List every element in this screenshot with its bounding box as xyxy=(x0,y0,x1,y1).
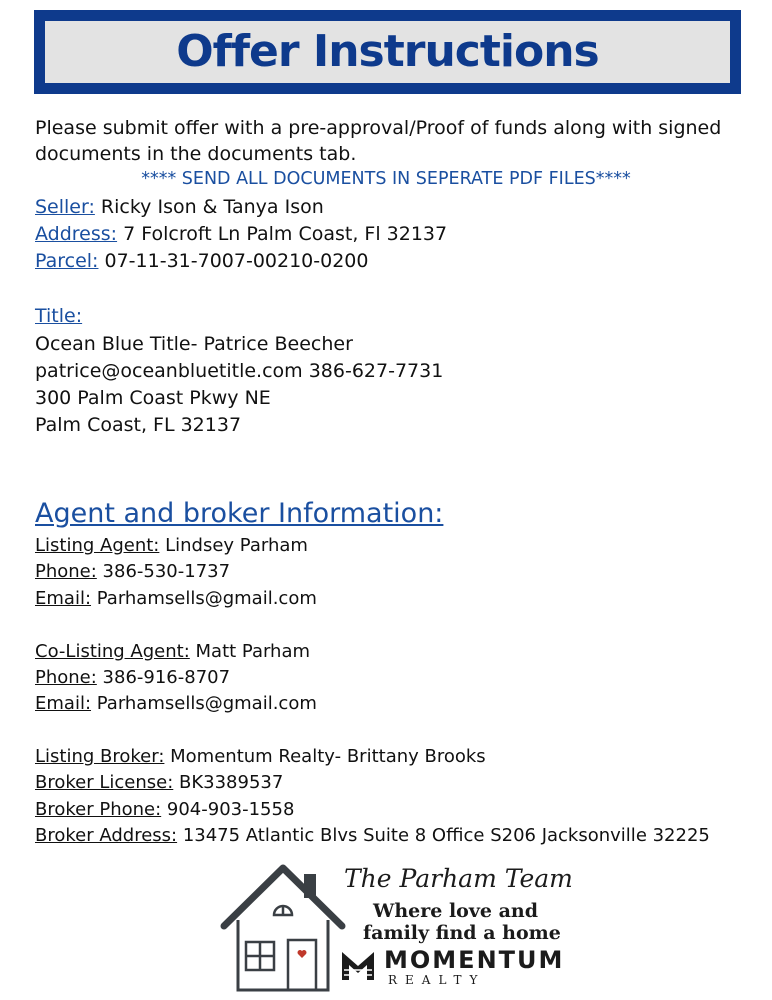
phone-row-1 xyxy=(35,559,230,585)
title-banner xyxy=(34,10,741,94)
phone-label-2: Phone: xyxy=(35,667,97,688)
agent-section-heading: Agent and broker Information: xyxy=(35,498,444,529)
email-value-1: Parhamsells@gmail.com xyxy=(91,588,317,609)
title-company-city: Palm Coast, FL 32137 xyxy=(35,414,242,436)
page-title: Offer Instructions xyxy=(176,26,599,77)
broker-value: Momentum Realty- Brittany Brooks xyxy=(164,746,486,767)
seller-value: Ricky Ison & Tanya Ison xyxy=(94,196,324,218)
broker-row xyxy=(35,744,486,770)
pdf-notice: **** SEND ALL DOCUMENTS IN SEPERATE PDF FILES**** xyxy=(141,169,631,189)
parham-team-logo xyxy=(218,862,573,994)
broker-phone-row xyxy=(35,797,294,823)
email-row-1 xyxy=(35,586,317,612)
listing-agent-label: Listing Agent: xyxy=(35,535,160,556)
phone-row-2 xyxy=(35,665,230,691)
listing-agent-row xyxy=(35,533,308,559)
broker-address-row xyxy=(35,823,710,849)
email-label-2: Email: xyxy=(35,693,92,714)
title-company-street: 300 Palm Coast Pkwy NE xyxy=(35,387,271,409)
parcel-row xyxy=(35,248,368,274)
phone-value-2: 386-916-8707 xyxy=(96,667,231,688)
address-label: Address: xyxy=(35,223,118,245)
broker-phone-label: Broker Phone: xyxy=(35,799,162,820)
email-label-1: Email: xyxy=(35,588,92,609)
intro-line-2: documents in the documents tab. xyxy=(35,143,357,165)
house-icon xyxy=(218,862,348,994)
email-value-2: Parhamsells@gmail.com xyxy=(91,693,317,714)
brand-name: MOMENTUM xyxy=(384,946,565,974)
parcel-label: Parcel: xyxy=(35,250,99,272)
brand-subtitle: REALTY xyxy=(388,973,486,987)
phone-value-1: 386-530-1737 xyxy=(96,561,231,582)
broker-phone-value: 904-903-1558 xyxy=(161,799,295,820)
address-row xyxy=(35,221,447,247)
title-company-name: Ocean Blue Title- Patrice Beecher xyxy=(35,333,353,355)
email-row-2 xyxy=(35,691,317,717)
license-label: Broker License: xyxy=(35,772,174,793)
seller-label: Seller: xyxy=(35,196,95,218)
phone-label-1: Phone: xyxy=(35,561,97,582)
broker-address-value: 13475 Atlantic Blvs Suite 8 Office S206 Jacksonville 32225 xyxy=(177,825,710,846)
broker-address-label: Broker Address: xyxy=(35,825,178,846)
tagline-line-2: family find a home xyxy=(363,922,561,944)
team-name: The Parham Team xyxy=(344,864,573,893)
title-label xyxy=(35,303,82,329)
tagline-line-1: Where love and xyxy=(373,900,538,922)
parcel-value: 07-11-31-7007-00210-0200 xyxy=(98,250,369,272)
co-agent-label: Co-Listing Agent: xyxy=(35,641,190,662)
co-agent-value: Matt Parham xyxy=(189,641,311,662)
intro-line-1: Please submit offer with a pre-approval/Proof of funds along with signed xyxy=(35,117,722,139)
address-value: 7 Folcroft Ln Palm Coast, Fl 32137 xyxy=(117,223,448,245)
title-company-contact: patrice@oceanbluetitle.com 386-627-7731 xyxy=(35,360,444,382)
momentum-m-icon xyxy=(340,948,376,982)
co-agent-row xyxy=(35,639,310,665)
license-value: BK3389537 xyxy=(173,772,284,793)
title-company-label: Title: xyxy=(35,305,83,327)
broker-label: Listing Broker: xyxy=(35,746,165,767)
listing-agent-value: Lindsey Parham xyxy=(159,535,308,556)
seller-row xyxy=(35,194,324,220)
license-row xyxy=(35,770,283,796)
